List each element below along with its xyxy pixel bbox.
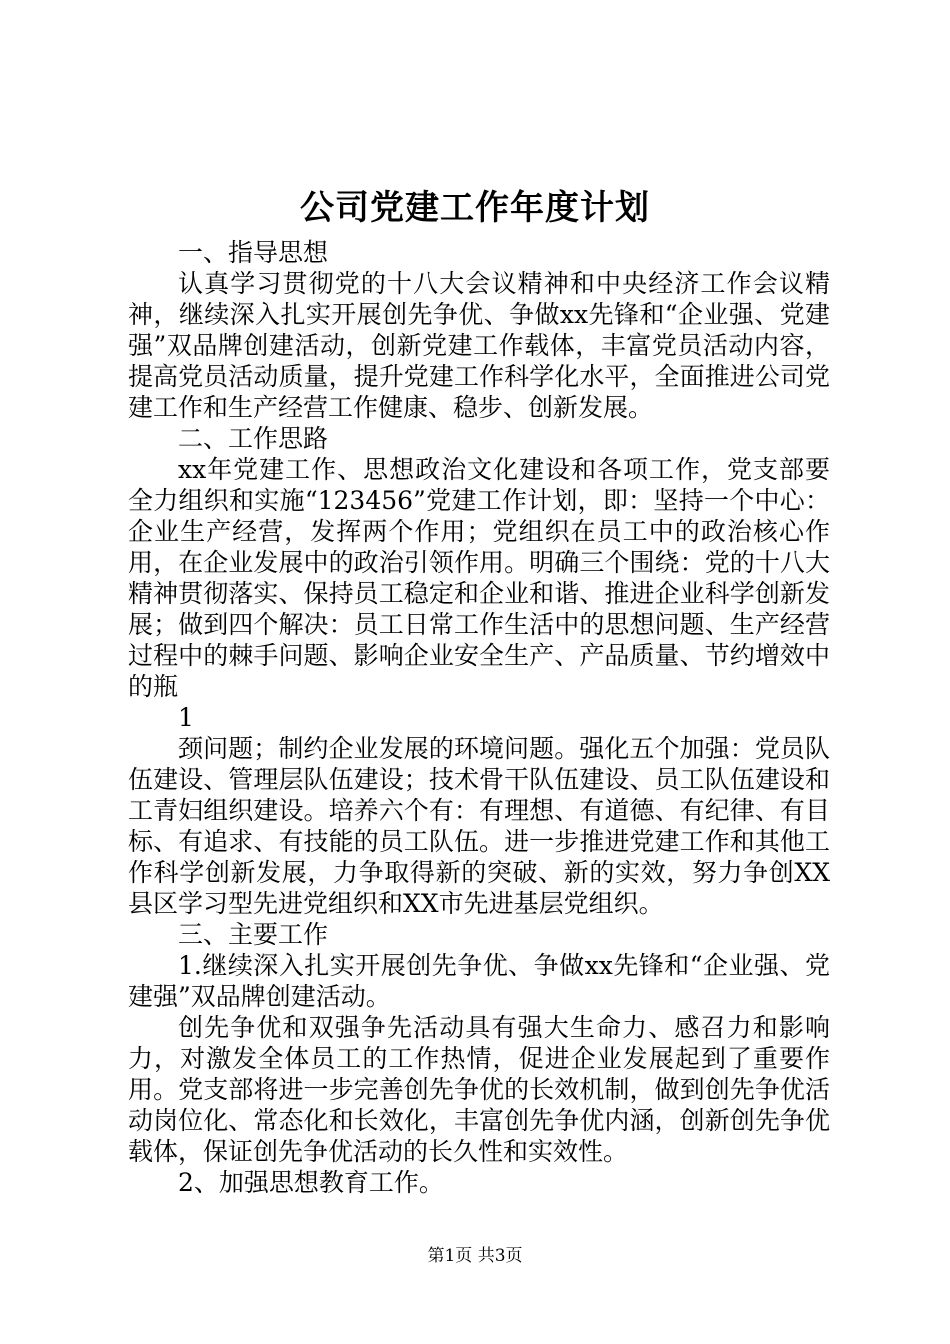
subheading-main-work-item-2: 2、加强思想教育工作。 <box>178 1168 444 1197</box>
inline-page-number: 1 <box>178 703 194 732</box>
page-footer: 第1页 共3页 <box>427 1246 523 1266</box>
paragraph-guiding-ideology: 认真学习贯彻党的十八大会议精神和中央经济工作会议精神，继续深入扎实开展创先争优、争做xx先锋和“企业强、党建强”双品牌创建活动，创新党建工作载体，丰富党员活动内容，提高党员活动质量，提升党建工作科学化水平，全面推进公司党建工作和生产经营工作健康、稳步、创新发展。 <box>128 269 830 422</box>
paragraph-work-approach-continued: 颈问题；制约企业发展的环境问题。强化五个加强：党员队伍建设、管理层队伍建设；技术骨干队伍建设、员工队伍建设和工青妇组织建设。培养六个有：有理想、有道德、有纪律、有目标、有追求、有技能的员工队伍。进一步推进党建工作和其他工作科学创新发展，力争取得新的突破、新的实效，努力争创XX县区学习型先进党组织和XX市先进基层党组织。 <box>128 734 830 918</box>
section-heading-guiding-ideology: 一、指导思想 <box>178 238 329 267</box>
paragraph-main-work-item-1: 1.继续深入扎实开展创先争优、争做xx先锋和“企业强、党建强”双品牌创建活动。 <box>128 951 830 1011</box>
document-title: 公司党建工作年度计划 <box>300 188 650 228</box>
paragraph-main-work-item-1-detail: 创先争优和双强争先活动具有强大生命力、感召力和影响力，对激发全体员工的工作热情，促进企业发展起到了重要作用。党支部将进一步完善创先争优的长效机制，做到创先争优活动岗位化、常态化和长效化，丰富创先争优内涵，创新创先争优载体，保证创先争优活动的长久性和实效性。 <box>128 1013 830 1166</box>
paragraph-work-approach: xx年党建工作、思想政治文化建设和各项工作，党支部要全力组织和实施“123456”党建工作计划，即：坚持一个中心：企业生产经营，发挥两个作用；党组织在员工中的政治核心作用，在企业发展中的政治引领作用。明确三个围绕：党的十八大精神贯彻落实、保持员工稳定和企业和谐、推进企业科学创新发展；做到四个解决：员工日常工作生活中的思想问题、生产经营过程中的棘手问题、影响企业安全生产、产品质量、节约增效中的瓶 <box>128 455 830 701</box>
document-body <box>128 237 830 1198</box>
section-heading-main-work: 三、主要工作 <box>178 920 329 949</box>
section-heading-work-approach: 二、工作思路 <box>178 424 329 453</box>
